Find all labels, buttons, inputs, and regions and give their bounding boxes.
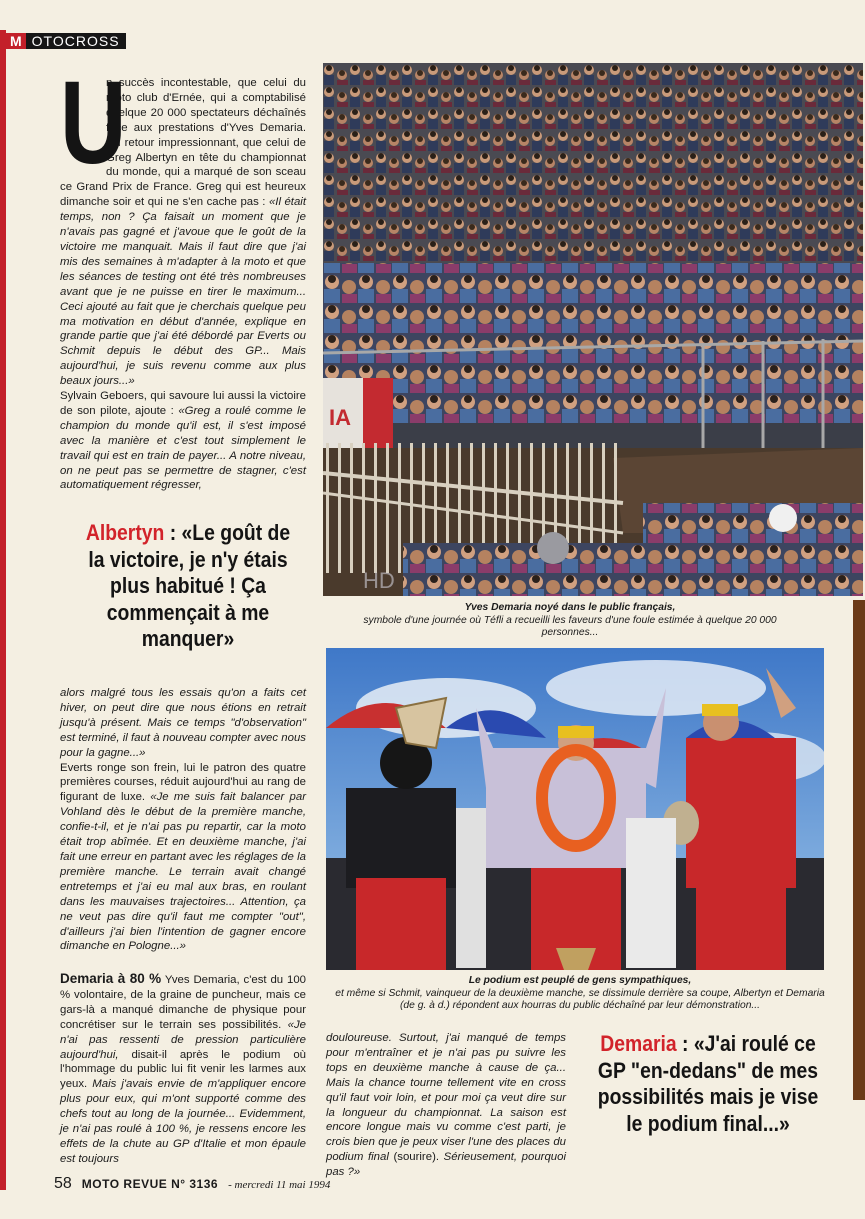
intro-body: n succès incontestable, que celui du moto club d'Ernée, qui a comptabilisé quelque 20 000 spectateurs déchaînés face aux prestations d'Yves Demaria. Un retour impressionnant, que celui de Greg Albertyn en tête du championnat du monde, qui a marqué de son sceau ce Grand Prix de France. Greg qui est heureux dimanche soir et qui ne s'en cache pas :	[60, 77, 306, 209]
pull-quote-demaria-text: «J'ai roulé ce GP "en-dedans" de mes possibilités mais je vise le podium final...»	[597, 1031, 819, 1136]
podium-photo	[326, 648, 824, 970]
crowd-caption-bold: Yves Demaria noyé dans le public français,	[464, 602, 676, 613]
section-header-initial: M	[6, 33, 26, 49]
podium-caption-bold: Le podium est peuplé de gens sympathiques,	[468, 975, 692, 986]
pull-quote-albertyn-text: «Le goût de la victoire, je n'y étais plus habitué ! Ça commençait à me manquer»	[88, 520, 291, 651]
center-plain: (sourire).	[393, 1151, 440, 1164]
crowd-caption-rest: symbole d'une journée où Téfli a recueilli les faveurs d'une foule estimée à quelque 20 000 personnes...	[363, 614, 777, 639]
crowd-photo-image	[323, 63, 863, 596]
center-text-a: douloureuse. Surtout, j'ai manqué de temps pour m'entraîner et je n'ai pas pu suivre les tops en deuxième manche à cause de ça... Mais la chance tourne tellement vite en cross qu'il faut voir loin, et pour moi ça veut dire sur la longueur du championnat. La saison est encore longue mais vu comme c'est parti, je crois bien que je peux viser l'une des places du podium final	[326, 1032, 566, 1164]
crowd-photo-caption	[340, 602, 800, 640]
podium-caption-rest: et même si Schmit, vainqueur de la deuxième manche, se dissimule derrière sa coupe, Albertyn et Demaria (de g. à d.) répondent aux hourras du public déchaîné par leur démonstration...	[335, 987, 825, 1012]
center-text-b: Sérieusement, pourquoi pas ?»	[326, 1151, 566, 1179]
middle-p1-quote: alors malgré tous les essais qu'on a faits cet hiver, on peut dire que nous étions en retrait jusqu'à présent. Mais ce temps "d'observation" est terminé, il faut à nouveau compter avec nous pour la gagne...»	[60, 687, 306, 759]
pull-quote-demaria	[596, 1031, 820, 1137]
crowd-photo	[323, 63, 863, 596]
section-header	[6, 33, 126, 49]
middle-paragraph-1	[60, 686, 306, 761]
dropcap-letter: U	[60, 57, 127, 189]
geboers-paragraph	[60, 389, 306, 493]
intro-paragraph	[60, 57, 306, 389]
pull-quote-demaria-sep: :	[676, 1031, 694, 1056]
pull-quote-albertyn	[78, 520, 298, 653]
middle-column	[60, 686, 306, 954]
demaria-mid: disait-il après le podium où l'hommage du public lui fit venir les larmes aux yeux.	[60, 1048, 306, 1091]
podium-photo-image	[326, 648, 824, 970]
demaria-intro: Yves Demaria, c'est du 100 % volontaire, de la graine de puncheur, mais ce gars-là a manqué dimanche de physique pour concrétiser sur le terrain ses possibilités.	[60, 974, 307, 1031]
albertyn-quote: «Il était temps, non ? Ça faisait un moment que je n'avais pas gagné et j'avoue que le goût de la victoire me manquait. Mais il faut dire que j'ai mis des semaines à m'adapter à la moto et que les séances de testing ont été très nombreuses avant que je ne puisse en tirer le maximum... Ceci ajouté au fait que je cherchais quelque peu ma motivation en début d'année, explique en grande partie que j'ai été débordé par Everts ou Schmit depuis le début des GP... Mais aujourd'hui, je suis revenu comme aux plus beaux jours...»	[60, 196, 306, 388]
middle-paragraph-2	[60, 761, 306, 955]
geboers-intro: Sylvain Geboers, qui savoure lui aussi la victoire de son pilote, ajoute :	[60, 390, 306, 417]
demaria-subheading: Demaria à 80 %	[60, 971, 162, 986]
page-number: 58	[54, 1175, 72, 1192]
left-accent-stripe	[0, 30, 6, 1190]
pull-quote-albertyn-sep: :	[164, 520, 182, 545]
geboers-quote: «Greg a roulé comme le champion du monde qu'il est, il s'est imposé avec la manière et c'est tout simplement le travail qui est en train de payer... A notre niveau, on ne peut pas se permettre de stagner, c'est automatiquement régresser,	[60, 404, 306, 492]
crowd-photo-banner-text: IA	[329, 405, 351, 430]
middle-p2-intro: Everts ronge son frein, lui le patron des quatre premières courses, réduit aujourd'hui au rang de figurant de luxe.	[60, 761, 306, 804]
pull-quote-demaria-name: Demaria	[600, 1031, 677, 1056]
demaria-quote-b: Mais j'avais envie de m'appliquer encore plus pour eux, qui m'ont supporté comme des chefs tout au long de la journée... Evidemment, je n'ai pas roulé à 100 %, je ressens encore les effets de la chute au GP d'Italie et mon épaule est toujours	[60, 1078, 307, 1165]
pull-quote-albertyn-name: Albertyn	[85, 520, 165, 545]
center-column	[326, 1031, 566, 1180]
section-header-category: OTOCROSS	[26, 33, 126, 49]
crowd-photo-watermark: HD	[363, 568, 395, 593]
page-footer	[54, 1175, 330, 1193]
demaria-paragraph	[60, 972, 306, 1167]
magazine-issue: MOTO REVUE N° 3136	[81, 1177, 219, 1191]
issue-date: - mercredi 11 mai 1994	[228, 1179, 331, 1191]
right-edge-strip	[853, 600, 865, 1100]
demaria-column	[60, 972, 306, 1167]
podium-photo-caption	[330, 975, 830, 1013]
middle-p2-quote: «Je me suis fait balancer par Vohland dès le début de la première manche, confie-t-il, et je n'ai pas pu repartir, car la moto était trop abîmée. Et en deuxième manche, j'ai fait une erreur en partant avec les réglages de la première manche. Le terrain avait changé entretemps et j'ai eu mal aux bras, en roulant dans les mauvaises trajectoires... Attention, ça ne veut pas dire qu'il faut me compter "out", d'ailleurs j'ai bien l'intention de gagner encore dimanche en Pologne...»	[60, 791, 306, 953]
center-paragraph	[326, 1031, 566, 1180]
demaria-quote-a: «Je n'ai pas ressenti de pression particulière aujourd'hui,	[60, 1018, 306, 1061]
intro-column	[60, 57, 306, 493]
